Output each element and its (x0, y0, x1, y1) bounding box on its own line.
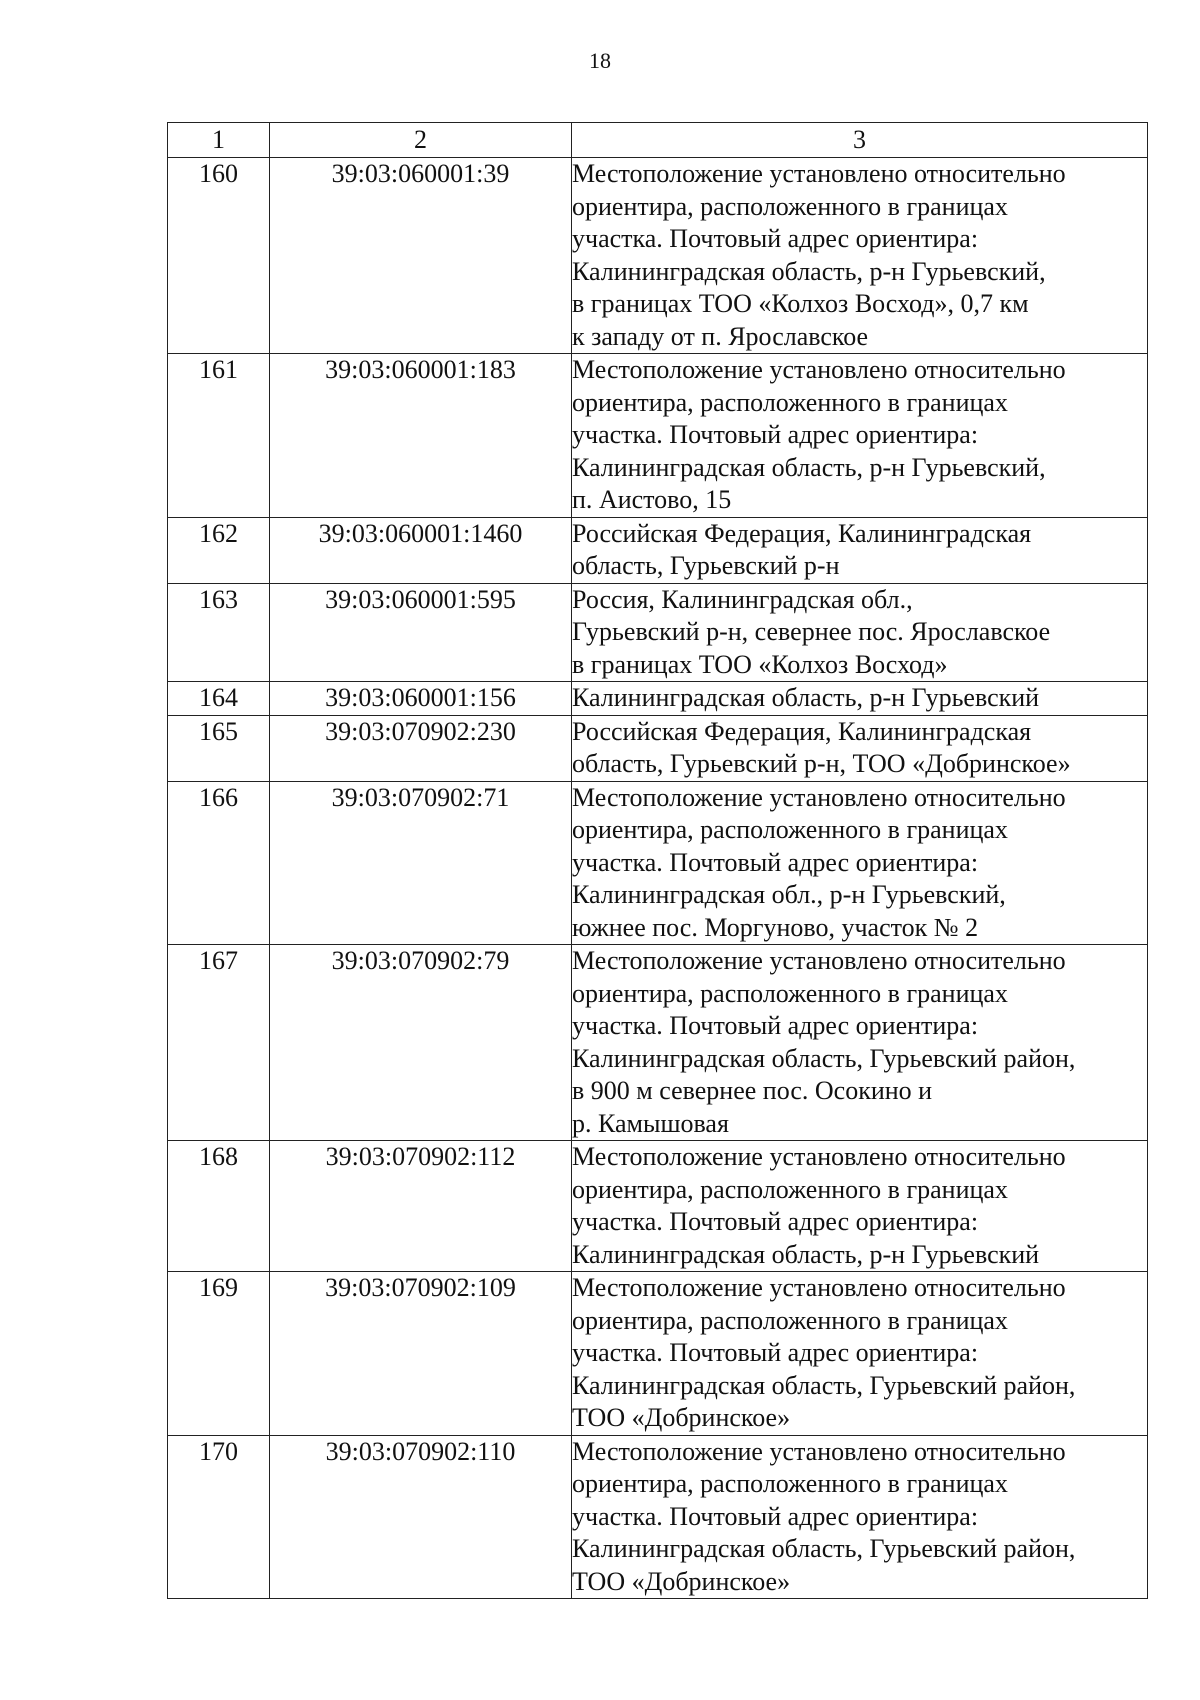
row-number: 161 (168, 354, 270, 518)
table-row (168, 1141, 1148, 1272)
cadastral-number: 39:03:070902:112 (270, 1141, 572, 1272)
location-line: в границах ТОО «Колхоз Восход», 0,7 км (572, 289, 1029, 318)
location-line: ориентира, расположенного в границах (572, 191, 1008, 221)
cadastral-number: 39:03:060001:183 (270, 354, 572, 518)
location-line: ориентира, расположенного в границах (572, 815, 1008, 844)
table-row (168, 715, 1148, 781)
location-description (572, 1141, 1148, 1272)
location-description (572, 158, 1148, 354)
location-line: Калининградская область, р-н Гурьевский (572, 1239, 1040, 1269)
location-line: ориентира, расположенного в границах (572, 1305, 1008, 1335)
location-line: Калининградская область, р-н Гурьевский, (572, 256, 1046, 286)
location-line: Местоположение установлено относительно (572, 1142, 1066, 1171)
location-line: п. Аистово, 15 (572, 485, 732, 514)
cadastral-number: 39:03:060001:1460 (270, 517, 572, 583)
location-line: Калининградская область, р-н Гурьевский, (572, 452, 1046, 482)
cadastral-number: 39:03:060001:156 (270, 682, 572, 716)
table-row (168, 158, 1148, 354)
location-line: в границах ТОО «Колхоз Восход» (572, 649, 948, 679)
location-line: Российская Федерация, Калининградская (572, 518, 1032, 548)
table-row (168, 517, 1148, 583)
page-number: 18 (589, 48, 611, 73)
location-line: область, Гурьевский р-н, ТОО «Добринское» (572, 749, 1071, 778)
location-line: участка. Почтовый адрес ориентира: (572, 1207, 979, 1236)
location-line: Местоположение установлено относительно (572, 1436, 1066, 1466)
table-row (168, 945, 1148, 1141)
table-row (168, 781, 1148, 945)
row-number: 165 (168, 715, 270, 781)
location-line: южнее пос. Моргуново, участок № 2 (572, 912, 979, 942)
location-description (572, 1435, 1148, 1599)
header-col-3: 3 (572, 123, 1148, 158)
table-row (168, 354, 1148, 518)
location-line: Калининградская обл., р-н Гурьевский, (572, 880, 1006, 909)
location-description (572, 781, 1148, 945)
row-number: 160 (168, 158, 270, 354)
location-line: ориентира, расположенного в границах (572, 1174, 1008, 1204)
location-line: ориентира, расположенного в границах (572, 1469, 1008, 1498)
row-number: 164 (168, 682, 270, 716)
location-line: Местоположение установлено относительно (572, 159, 1066, 188)
cadastral-number: 39:03:060001:39 (270, 158, 572, 354)
row-number: 168 (168, 1141, 270, 1272)
location-line: р. Камышовая (572, 1108, 729, 1138)
row-number: 169 (168, 1272, 270, 1436)
cadastral-number: 39:03:070902:110 (270, 1435, 572, 1599)
location-line: участка. Почтовый адрес ориентира: (572, 1501, 979, 1531)
location-line: к западу от п. Ярославское (572, 321, 869, 351)
location-line: Местоположение установлено относительно (572, 1273, 1066, 1302)
table-row (168, 583, 1148, 682)
location-line: Россия, Калининградская обл., (572, 584, 913, 614)
location-line: область, Гурьевский р-н (572, 551, 840, 580)
location-description (572, 517, 1148, 583)
location-line: Гурьевский р-н, севернее пос. Ярославское (572, 617, 1051, 646)
table-row (168, 682, 1148, 716)
row-number: 166 (168, 781, 270, 945)
table-body (168, 158, 1148, 1599)
table-header (168, 123, 1148, 158)
location-line: Местоположение установлено относительно (572, 355, 1066, 384)
location-line: Калининградская область, Гурьевский район, (572, 1370, 1076, 1400)
location-line: участка. Почтовый адрес ориентира: (572, 420, 979, 449)
location-line: участка. Почтовый адрес ориентира: (572, 847, 979, 877)
header-col-1: 1 (168, 123, 270, 158)
row-number: 167 (168, 945, 270, 1141)
location-line: ориентира, расположенного в границах (572, 387, 1008, 417)
cadastral-number: 39:03:070902:230 (270, 715, 572, 781)
location-line: Калининградская область, р-н Гурьевский (572, 683, 1040, 712)
location-line: ТОО «Добринское» (572, 1403, 791, 1432)
location-line: участка. Почтовый адрес ориентира: (572, 1011, 979, 1040)
row-number: 162 (168, 517, 270, 583)
row-number: 163 (168, 583, 270, 682)
header-col-2: 2 (270, 123, 572, 158)
location-line: в 900 м севернее пос. Осокино и (572, 1076, 933, 1105)
header-row (168, 123, 1148, 158)
location-description (572, 1272, 1148, 1436)
location-line: Российская Федерация, Калининградская (572, 716, 1032, 746)
location-line: участка. Почтовый адрес ориентира: (572, 1338, 979, 1367)
location-description (572, 583, 1148, 682)
location-line: Калининградская область, Гурьевский район, (572, 1534, 1076, 1563)
table-row (168, 1435, 1148, 1599)
cadastral-number: 39:03:070902:71 (270, 781, 572, 945)
location-description (572, 354, 1148, 518)
location-line: Калининградская область, Гурьевский район, (572, 1043, 1076, 1073)
location-line: участка. Почтовый адрес ориентира: (572, 224, 979, 253)
location-description (572, 945, 1148, 1141)
location-line: ТОО «Добринское» (572, 1566, 791, 1596)
location-description (572, 715, 1148, 781)
cadastral-number: 39:03:070902:79 (270, 945, 572, 1141)
cadastral-number: 39:03:070902:109 (270, 1272, 572, 1436)
location-line: Местоположение установлено относительно (572, 782, 1066, 812)
location-line: Местоположение установлено относительно (572, 946, 1066, 975)
location-description (572, 682, 1148, 716)
row-number: 170 (168, 1435, 270, 1599)
cadastral-number: 39:03:060001:595 (270, 583, 572, 682)
location-line: ориентира, расположенного в границах (572, 978, 1008, 1008)
table-row (168, 1272, 1148, 1436)
land-plot-table (167, 122, 1148, 1599)
